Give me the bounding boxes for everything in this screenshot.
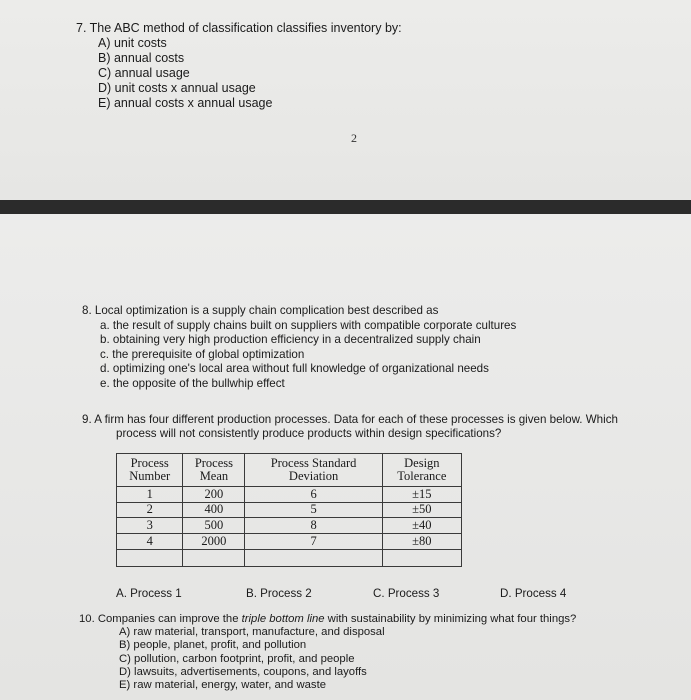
page-number: 2 xyxy=(351,131,357,145)
table-cell: 7 xyxy=(245,534,382,550)
table-cell: 4 xyxy=(117,534,183,550)
question-8-option-e: e. the opposite of the bullwhip effect xyxy=(100,376,285,390)
table-cell: 2000 xyxy=(183,534,245,550)
question-10-option-e: E) raw material, energy, water, and waste xyxy=(119,679,326,692)
question-10-option-a: A) raw material, transport, manufacture, and disposal xyxy=(119,626,385,639)
question-9 xyxy=(82,413,618,441)
table-cell: 2 xyxy=(117,502,183,518)
question-7-option-a: A) unit costs xyxy=(98,36,167,50)
question-10-option-b: B) people, planet, profit, and pollution xyxy=(119,639,307,652)
table-cell: 1 xyxy=(117,486,183,502)
header-process-number: Process Number xyxy=(117,454,183,487)
table-row xyxy=(117,502,462,518)
question-10-option-c: C) pollution, carbon footprint, profit, and people xyxy=(119,652,355,665)
table-cell: 8 xyxy=(245,518,382,534)
table-row xyxy=(117,518,462,534)
table-header-row xyxy=(117,454,462,487)
question-8-option-b: b. obtaining very high production efficiency in a decentralized supply chain xyxy=(100,333,481,347)
table-cell: 5 xyxy=(245,502,382,518)
table-cell: 6 xyxy=(245,486,382,502)
question-9-answer-b: B. Process 2 xyxy=(246,587,312,600)
question-7-option-e: E) annual costs x annual usage xyxy=(98,96,273,110)
table-row xyxy=(117,534,462,550)
process-table xyxy=(116,453,462,567)
table-row xyxy=(117,486,462,502)
header-design-tolerance: Design Tolerance xyxy=(382,454,461,487)
question-10-text: 10. Companies can improve the triple bottom line with sustainability by minimizing what four things? xyxy=(79,613,577,625)
table-cell: ±15 xyxy=(382,486,461,502)
table-cell: 400 xyxy=(183,502,245,518)
question-7 xyxy=(76,21,402,111)
table-cell: ±50 xyxy=(382,502,461,518)
table-cell: ±80 xyxy=(382,534,461,550)
table-cell: ±40 xyxy=(382,518,461,534)
question-9-text-line1: 9. A firm has four different production processes. Data for each of these processes is given below. Which xyxy=(82,413,618,426)
question-9-answer-a: A. Process 1 xyxy=(116,587,182,600)
question-10 xyxy=(79,613,576,692)
question-7-text: 7. The ABC method of classification classifies inventory by: xyxy=(76,21,402,35)
table-cell: 200 xyxy=(183,486,245,502)
page-divider xyxy=(0,200,691,214)
header-std-deviation: Process Standard Deviation xyxy=(245,454,382,487)
question-9-answer-d: D. Process 4 xyxy=(500,587,567,600)
question-8-option-d: d. optimizing one's local area without full knowledge of organizational needs xyxy=(100,362,489,376)
question-10-option-d: D) lawsuits, advertisements, coupons, and layoffs xyxy=(119,665,367,678)
question-8-option-c: c. the prerequisite of global optimization xyxy=(100,347,305,361)
header-process-mean: Process Mean xyxy=(183,454,245,487)
question-8 xyxy=(82,304,516,392)
question-9-answer-c: C. Process 3 xyxy=(373,587,440,600)
question-9-text-line2: process will not consistently produce products within design specifications? xyxy=(116,427,502,440)
question-8-text: 8. Local optimization is a supply chain complication best described as xyxy=(82,304,439,317)
table-row-empty xyxy=(117,550,462,567)
question-8-option-a: a. the result of supply chains built on suppliers with compatible corporate cultures xyxy=(100,318,517,332)
question-7-option-d: D) unit costs x annual usage xyxy=(98,81,256,95)
table-cell: 3 xyxy=(117,518,183,534)
table-cell: 500 xyxy=(183,518,245,534)
question-7-option-c: C) annual usage xyxy=(98,66,190,80)
question-7-option-b: B) annual costs xyxy=(98,51,185,65)
